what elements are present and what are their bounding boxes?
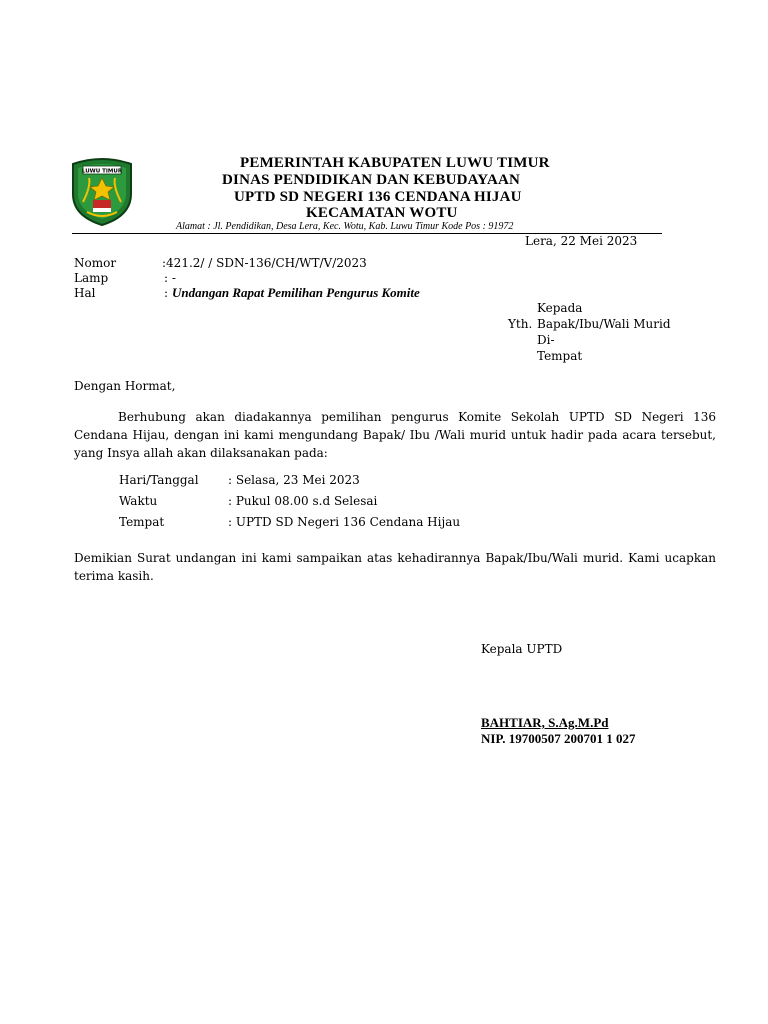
invitation-paragraph: Berhubung akan diadakannya pemilihan pengurus Komite Sekolah UPTD SD Negeri 136 Cendana Hijau, dengan ini kami mengundang Bapak/ Ibu /Wali murid untuk hadir pada acara tersebut, yang Insya allah akan dilaksanakan pada: [74, 410, 716, 460]
detail-label-date: Hari/Tanggal [119, 473, 199, 487]
letterhead-government: PEMERINTAH KABUPATEN LUWU TIMUR [240, 155, 550, 171]
letterhead-department: DINAS PENDIDIKAN DAN KEBUDAYAAN [222, 172, 521, 188]
detail-value-date: : Selasa, 23 Mei 2023 [228, 473, 360, 487]
recipient-di: Di- [537, 333, 555, 347]
letterhead-school: UPTD SD NEGERI 136 CENDANA HIJAU [234, 189, 522, 205]
recipient-tempat: Tempat [537, 349, 583, 363]
logo-lettering: LUWU TIMUR [81, 168, 123, 175]
recipient-name: Bapak/Ibu/Wali Murid [537, 317, 671, 331]
lamp-value: : - [164, 271, 176, 285]
recipient-kepada: Kepada [537, 301, 583, 315]
recipient-yth: Yth. [508, 317, 533, 331]
hal-label: Hal [74, 286, 96, 300]
detail-value-place: : UPTD SD Negeri 136 Cendana Hijau [228, 515, 461, 529]
closing-paragraph: Demikian Surat undangan ini kami sampaikan atas kehadirannya Bapak/Ibu/Wali murid. Kami ucapkan terima kasih. [74, 551, 716, 583]
letterhead-district: KECAMATAN WOTU [306, 205, 458, 221]
hal-colon: : [164, 286, 169, 300]
nomor-value: :421.2/ / SDN-136/CH/WT/V/2023 [162, 256, 367, 270]
letter-date: Lera, 22 Mei 2023 [525, 234, 638, 248]
detail-label-place: Tempat [119, 515, 165, 529]
letterhead-address: Alamat : Jl. Pendidikan, Desa Lera, Kec. Wotu, Kab. Luwu Timur Kode Pos : 91972 [176, 221, 514, 232]
nomor-label: Nomor [74, 256, 117, 270]
detail-value-time: : Pukul 08.00 s.d Selesai [228, 494, 378, 508]
hal-subject: Undangan Rapat Pemilihan Pengurus Komite [172, 285, 420, 300]
signatory-name: BAHTIAR, S.Ag.M.Pd [481, 715, 609, 730]
detail-label-time: Waktu [119, 494, 158, 508]
greeting: Dengan Hormat, [74, 379, 176, 393]
signatory-title: Kepala UPTD [481, 642, 563, 656]
signatory-nip: NIP. 19700507 200701 1 027 [481, 731, 636, 746]
regency-logo [69, 156, 135, 226]
lamp-label: Lamp [74, 271, 109, 285]
